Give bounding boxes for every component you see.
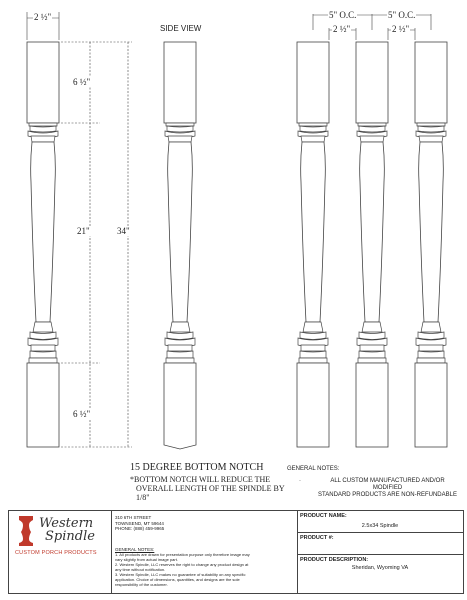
- middle-height-label: 21": [77, 226, 90, 236]
- product-info: [297, 511, 463, 593]
- company-notes-line: 1. All products are drawn for presentation purpose only therefore image may: [115, 552, 250, 557]
- spindle-logo-icon: [15, 515, 37, 547]
- company-info: [111, 511, 298, 593]
- product-number-label: PRODUCT #:: [300, 535, 334, 541]
- top-height-label: 6 ½": [73, 77, 91, 87]
- bottom-height-label: 6 ½": [73, 409, 91, 419]
- logo-word-western: Western: [39, 516, 94, 531]
- spindle-right-2: [356, 42, 388, 447]
- address-line: 310 6TH STREET: [115, 515, 152, 520]
- general-notes-text: [315, 478, 460, 499]
- notch-title: 15 DEGREE BOTTOM NOTCH: [130, 462, 264, 473]
- product-name-row: [297, 511, 463, 533]
- front-spindle: [27, 42, 59, 447]
- side-view-spindle: [163, 42, 197, 449]
- general-notes-bullet: ·: [299, 478, 301, 484]
- company-notes-line: application. Choice of dimensions, quantities, and designs are the sole: [115, 577, 240, 582]
- product-number-row: [297, 533, 463, 555]
- logo-tagline: CUSTOM PORCH PRODUCTS: [15, 550, 97, 556]
- company-logo: [9, 511, 112, 593]
- spindle-width-label-2: 2 ½": [392, 24, 410, 34]
- oc-label-1: 5" O.C.: [329, 10, 357, 20]
- side-view-label: SIDE VIEW: [160, 24, 202, 33]
- company-notes-line: 2. Western Spindle, LLC reserves the right to change any product design at: [115, 562, 249, 567]
- product-name-label: PRODUCT NAME:: [300, 513, 347, 519]
- spindle-right-3: [415, 42, 447, 447]
- company-address: [115, 515, 164, 532]
- product-name-value: 2.5x34 Spindle: [361, 523, 399, 529]
- general-notes-heading: GENERAL NOTES:: [287, 466, 340, 472]
- notch-note-line: OVERALL LENGTH OF THE SPINDLE BY: [136, 484, 285, 493]
- company-notes-line: 3. Western Spindle, LLC makes no guarantee of suitability on any specific: [115, 572, 246, 577]
- product-description-label: PRODUCT DESCRIPTION:: [300, 557, 369, 563]
- address-line: PHONE: (888) 459-9965: [115, 526, 165, 531]
- company-notes-heading: GENERAL NOTES:: [115, 547, 155, 552]
- oc-label-2: 5" O.C.: [388, 10, 416, 20]
- address-line: TOWNSEND, MT 59644: [115, 520, 164, 526]
- product-description-row: [297, 555, 463, 593]
- company-notes-line: any time without notification.: [115, 567, 166, 572]
- company-notes-line: responsibility of the customer.: [115, 582, 168, 587]
- top-width-label: 2 ½": [34, 12, 52, 22]
- spindle-width-label-1: 2 ½": [333, 24, 351, 34]
- general-notes: [285, 466, 463, 506]
- product-description-value: Sheridan, Wyoming VA: [351, 565, 409, 571]
- notch-note-line: 1/8": [136, 493, 150, 502]
- notch-note-line: *BOTTOM NOTCH WILL REDUCE THE: [130, 475, 271, 484]
- logo-text: [39, 517, 95, 543]
- company-notes: [115, 547, 293, 587]
- general-notes-line: STANDARD PRODUCTS ARE NON-REFUNDABLE: [318, 492, 457, 498]
- notch-note: [130, 475, 285, 502]
- height-dimension-lines: [61, 42, 132, 447]
- logo-word-spindle: Spindle: [45, 529, 95, 544]
- spindle-right-1: [297, 42, 329, 447]
- overall-height-label: 34": [117, 226, 130, 236]
- general-notes-line: ALL CUSTOM MANUFACTURED AND/OR MODIFIED: [330, 478, 445, 491]
- company-notes-line: vary slightly from actual image part.: [115, 557, 178, 562]
- title-block: [8, 510, 464, 594]
